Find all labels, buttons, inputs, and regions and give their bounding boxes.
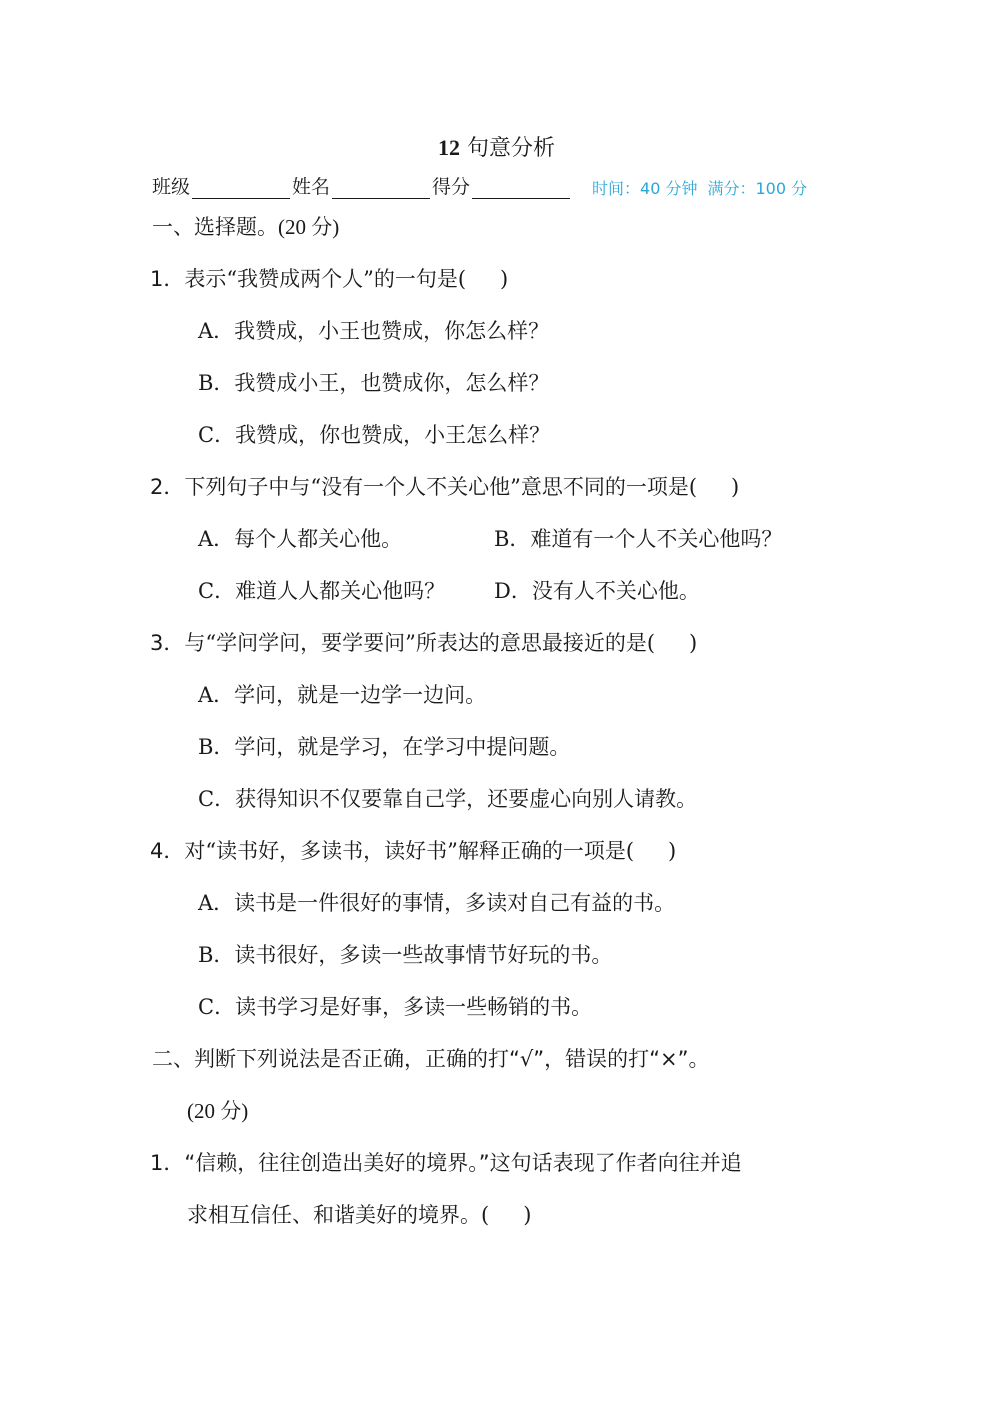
option-2c[interactable]: C．难道人人都关心他吗？ <box>198 579 446 603</box>
judgement-question-1 <box>150 1147 742 1177</box>
option-4c[interactable]: C．读书学习是好事，多读一些畅销的书。 <box>198 995 593 1019</box>
option-2a[interactable]: A．每个人都关心他。 <box>198 527 403 551</box>
score-blank[interactable] <box>472 178 570 199</box>
title-text: 句意分析 <box>466 136 555 161</box>
option-3c[interactable]: C．获得知识不仅要靠自己学，还要虚心向别人请教。 <box>198 787 698 811</box>
question-number: 2． <box>150 475 185 499</box>
option-2b[interactable]: B．难道有一个人不关心他吗？ <box>494 527 783 551</box>
question-number: 1． <box>150 1151 185 1175</box>
question-stem-continued: 求相互信任、和谐美好的境界。( <box>187 1203 490 1227</box>
section2-points <box>187 1095 248 1125</box>
class-blank[interactable] <box>192 178 290 199</box>
option-4a[interactable]: A．读书是一件很好的事情，多读对自己有益的书。 <box>198 891 676 915</box>
question-stem: 这句话表现了作者向往并追 <box>489 1151 742 1175</box>
section2-heading: 二、判断下列说法是否正确，正确的打“√”，错误的打“×”。 <box>152 1047 710 1071</box>
question-stem: 与“学问学问，要学要问”所表达的意思最接近的是( <box>184 631 656 655</box>
question-number: 4． <box>150 839 185 863</box>
score-label: 得分 <box>432 176 471 198</box>
name-blank[interactable] <box>332 178 430 199</box>
section1-heading-text: 一、选择题。 <box>152 215 278 239</box>
section1-points: (20 分) <box>278 215 340 239</box>
question-stem: 对“读书好，多读书，读好书”解释正确的一项是( <box>184 839 635 863</box>
title-number: 12 <box>437 135 460 160</box>
class-label: 班级 <box>152 176 191 198</box>
question-quote: “信赖，往往创造出美好的境界。” <box>184 1151 490 1175</box>
page-title <box>0 131 993 162</box>
question-number: 1． <box>150 267 185 291</box>
student-info-line <box>152 172 807 199</box>
question-stem: 下列句子中与“没有一个人不关心他”意思不同的一项是( <box>184 475 698 499</box>
question-1 <box>150 263 508 293</box>
section1-heading <box>152 211 339 241</box>
name-label: 姓名 <box>292 176 331 198</box>
question-3 <box>150 627 697 657</box>
option-1c[interactable]: C．我赞成，你也赞成，小王怎么样？ <box>198 423 551 447</box>
answer-paren-close: ) <box>731 475 740 499</box>
answer-paren-close: ) <box>523 1203 532 1227</box>
option-1a[interactable]: A．我赞成，小王也赞成，你怎么样？ <box>198 319 550 343</box>
judgement-question-1-line2 <box>187 1199 531 1229</box>
option-1b[interactable]: B．我赞成小王，也赞成你，怎么样？ <box>198 371 550 395</box>
full-score: 满分：100 分 <box>707 179 808 198</box>
option-4b[interactable]: B．读书很好，多读一些故事情节好玩的书。 <box>198 943 613 967</box>
answer-paren-close: ) <box>668 839 677 863</box>
answer-paren-close: ) <box>689 631 698 655</box>
time-limit: 时间：40 分钟 <box>592 179 698 198</box>
option-2d[interactable]: D．没有人不关心他。 <box>494 579 700 603</box>
question-4 <box>150 835 676 865</box>
question-stem: 表示“我赞成两个人”的一句是( <box>184 267 467 291</box>
section2-points-text: (20 分) <box>187 1099 249 1123</box>
question-2 <box>150 471 739 501</box>
answer-paren-close: ) <box>500 267 509 291</box>
question-number: 3． <box>150 631 185 655</box>
option-3b[interactable]: B．学问，就是学习，在学习中提问题。 <box>198 735 571 759</box>
option-3a[interactable]: A．学问，就是一边学一边问。 <box>198 683 487 707</box>
